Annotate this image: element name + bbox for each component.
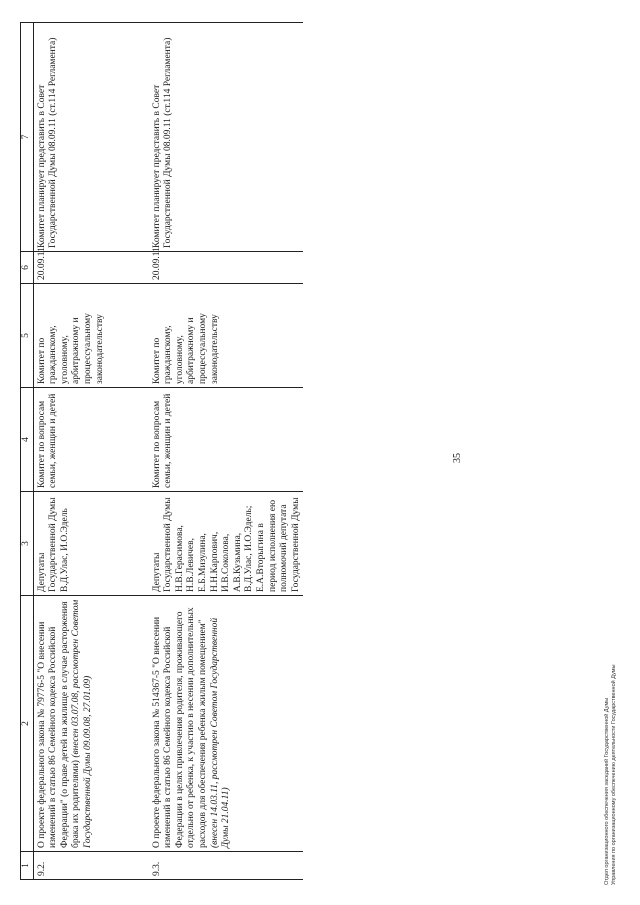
co-executor-committee: Комитет по гражданскому, уголовному, арбитражному и процессуальному законодательству — [33, 284, 146, 388]
column-header: 1 — [21, 852, 34, 880]
column-header: 2 — [21, 596, 34, 852]
responsible-committee: Комитет по вопросам семьи, женщин и детей — [146, 388, 304, 492]
row-number: 9.3. — [146, 852, 304, 880]
deadline-date: 20.09.11 — [146, 252, 304, 284]
table-row — [146, 23, 304, 880]
bill-title: О проекте федерального закона № 79776-5 "О внесении изменений в статью 86 Семейного кодекса Российской Федерации" (о праве детей на жилище в случае расторжения брака их родителями) — [36, 601, 82, 848]
column-header: 5 — [21, 284, 34, 388]
responsible-committee: Комитет по вопросам семьи, женщин и детей — [33, 388, 146, 492]
table-header-row — [21, 23, 34, 880]
bill-title: О проекте федерального закона № 514367-5 "О внесении изменений в статью 86 Семейного кодекса Российской Федерации в целях привлечения родителя, проживающего отдельно от ребенка, к участию в несении дополнительных расходов для обеспечения ребенка жилым помещением" — [151, 607, 208, 848]
bill-authors: Депутаты Государственной Думы Н.В.Герасимова, Н.В.Левичев, Е.Б.Мизулина, Н.Н.Карпович, И.В.Соколова, А.В.Кузьмина, В.Д.Улас, И.О.Эдель; Е.А.Вторыгина в период исполнения ею полномочий депутата Государственной Думы — [146, 492, 304, 596]
footer-line: Отдел организационного обеспечения заседаний Государственной Думы — [604, 697, 610, 885]
bill-authors: Депутаты Государственной Думы В.Д.Улас, И.О.Эдель — [33, 492, 146, 596]
bills-table — [20, 22, 303, 880]
bill-description — [33, 596, 146, 852]
deadline-date: 20.09.11 — [33, 252, 146, 284]
column-header: 3 — [21, 492, 34, 596]
co-executor-committee: Комитет по гражданскому, уголовному, арбитражному и процессуальному законодательству — [146, 284, 304, 388]
plan-note: Комитет планирует представить в Совет Государственной Думы 08.09.11 (ст.114 Регламента) — [146, 23, 304, 252]
page-number: 35 — [452, 453, 463, 463]
column-header: 7 — [21, 23, 34, 252]
plan-note: Комитет планирует представить в Совет Государственной Думы 08.09.11 (ст.114 Регламента) — [33, 23, 146, 252]
column-header: 6 — [21, 252, 34, 284]
bill-status-note: (внесен 14.03.11, рассмотрен Советом Государственной Думы 21.04.11) — [209, 617, 232, 848]
column-header: 4 — [21, 388, 34, 492]
table-row — [33, 23, 146, 880]
footer-line: Управления по организационному обеспечению деятельности Государственной Думы — [611, 664, 617, 885]
bill-description — [146, 596, 304, 852]
bill-status-note: (внесен 03.07.08, рассмотрен Советом Государственной Думы 09.09.08, 27.01.09) — [71, 599, 93, 848]
row-number: 9.2. — [33, 852, 146, 880]
footer-note — [604, 665, 618, 886]
